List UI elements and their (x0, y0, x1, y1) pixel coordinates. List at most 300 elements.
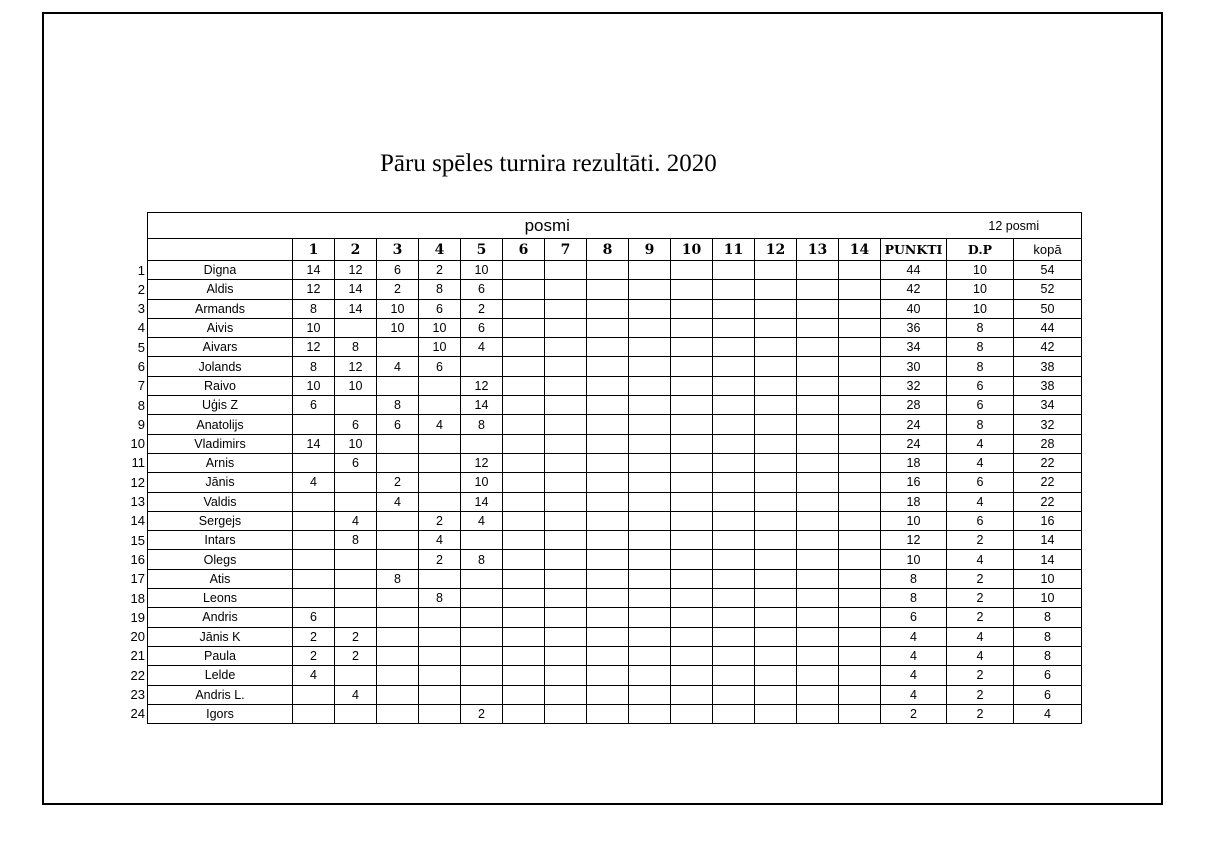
punkti-value: 36 (881, 318, 947, 337)
round-score (419, 453, 461, 472)
row-number: 3 (137, 301, 145, 317)
round-score: 4 (293, 666, 335, 685)
round-score (671, 396, 713, 415)
punkti-value: 32 (881, 376, 947, 395)
round-score: 14 (293, 434, 335, 453)
round-score: 8 (419, 589, 461, 608)
round-score (419, 608, 461, 627)
round-score (629, 646, 671, 665)
round-score (839, 531, 881, 550)
player-name: Armands (148, 299, 293, 318)
round-score (293, 511, 335, 530)
round-score (797, 608, 839, 627)
round-score (293, 453, 335, 472)
kopa-value: 44 (1014, 318, 1082, 337)
punkti-value: 4 (881, 646, 947, 665)
header-round: 5 (461, 239, 503, 261)
round-score: 4 (461, 511, 503, 530)
round-score (839, 338, 881, 357)
round-score (839, 666, 881, 685)
round-score (587, 685, 629, 704)
dp-value: 4 (947, 492, 1014, 511)
round-score: 6 (419, 357, 461, 376)
round-score (377, 550, 419, 569)
round-score (671, 261, 713, 280)
round-score: 8 (335, 338, 377, 357)
table-row (148, 666, 1082, 685)
round-score: 2 (461, 299, 503, 318)
round-score (503, 550, 545, 569)
round-score: 10 (377, 318, 419, 337)
player-name: Anatolijs (148, 415, 293, 434)
round-score (629, 627, 671, 646)
round-score (503, 569, 545, 588)
round-score (755, 511, 797, 530)
round-score (503, 453, 545, 472)
table-row (148, 511, 1082, 530)
player-name: Arnis (148, 453, 293, 472)
band-12-posmi: 12 posmi (947, 213, 1082, 239)
round-score (545, 338, 587, 357)
round-score (797, 338, 839, 357)
round-score (545, 646, 587, 665)
round-score (377, 685, 419, 704)
round-score: 6 (335, 453, 377, 472)
round-score (335, 550, 377, 569)
punkti-value: 30 (881, 357, 947, 376)
round-score (545, 415, 587, 434)
player-name: Aivars (148, 338, 293, 357)
round-score (377, 453, 419, 472)
table-row (148, 357, 1082, 376)
round-score: 6 (293, 608, 335, 627)
round-score (839, 299, 881, 318)
row-number: 20 (130, 629, 145, 645)
dp-value: 4 (947, 627, 1014, 646)
round-score (503, 473, 545, 492)
round-score: 12 (335, 261, 377, 280)
punkti-value: 8 (881, 569, 947, 588)
header-name (148, 239, 293, 261)
round-score (545, 608, 587, 627)
band-posmi: posmi (148, 213, 947, 239)
round-score (713, 589, 755, 608)
round-score (545, 299, 587, 318)
punkti-value: 24 (881, 434, 947, 453)
round-score: 4 (335, 511, 377, 530)
header-round: 10 (671, 239, 713, 261)
round-score: 12 (461, 376, 503, 395)
round-score: 14 (461, 396, 503, 415)
round-score: 4 (377, 492, 419, 511)
round-score (419, 646, 461, 665)
round-score (755, 299, 797, 318)
round-score (377, 646, 419, 665)
round-score (419, 473, 461, 492)
round-score (629, 569, 671, 588)
round-score (503, 338, 545, 357)
punkti-value: 6 (881, 608, 947, 627)
row-number: 14 (130, 513, 145, 529)
round-score (713, 415, 755, 434)
row-number: 6 (137, 358, 145, 374)
round-score (797, 550, 839, 569)
round-score (755, 453, 797, 472)
round-score (587, 666, 629, 685)
header-dp: D.P (947, 239, 1014, 261)
round-score: 2 (377, 473, 419, 492)
round-score: 8 (377, 569, 419, 588)
round-score: 2 (419, 550, 461, 569)
round-score (545, 589, 587, 608)
round-score (545, 318, 587, 337)
round-score (293, 492, 335, 511)
round-score (797, 261, 839, 280)
round-score (293, 589, 335, 608)
round-score (419, 434, 461, 453)
round-score (797, 492, 839, 511)
row-number: 24 (130, 706, 145, 722)
round-score (671, 569, 713, 588)
round-score (377, 666, 419, 685)
round-score (335, 492, 377, 511)
dp-value: 8 (947, 338, 1014, 357)
round-score (713, 492, 755, 511)
header-round: 9 (629, 239, 671, 261)
player-name: Atis (148, 569, 293, 588)
round-score (461, 646, 503, 665)
round-score (335, 318, 377, 337)
round-score (671, 318, 713, 337)
round-score: 2 (335, 646, 377, 665)
kopa-value: 8 (1014, 608, 1082, 627)
round-score (335, 704, 377, 723)
dp-value: 2 (947, 569, 1014, 588)
round-score (419, 666, 461, 685)
round-score: 12 (293, 280, 335, 299)
round-score (797, 473, 839, 492)
round-score (713, 473, 755, 492)
round-score (713, 357, 755, 376)
round-score (503, 415, 545, 434)
round-score (545, 627, 587, 646)
table-row (148, 473, 1082, 492)
round-score (839, 646, 881, 665)
row-number: 21 (130, 648, 145, 664)
row-number: 5 (137, 339, 145, 355)
round-score: 10 (293, 376, 335, 395)
round-score (545, 357, 587, 376)
round-score (587, 280, 629, 299)
round-score: 8 (335, 531, 377, 550)
header-row (148, 239, 1082, 261)
row-number: 13 (130, 494, 145, 510)
round-score (293, 531, 335, 550)
round-score (713, 608, 755, 627)
round-score (713, 261, 755, 280)
kopa-value: 8 (1014, 646, 1082, 665)
header-round: 1 (293, 239, 335, 261)
round-score: 8 (461, 550, 503, 569)
round-score (461, 569, 503, 588)
round-score (545, 473, 587, 492)
round-score (671, 357, 713, 376)
round-score: 8 (419, 280, 461, 299)
punkti-value: 8 (881, 589, 947, 608)
round-score (503, 357, 545, 376)
player-name: Uģis Z (148, 396, 293, 415)
round-score (503, 434, 545, 453)
round-score (587, 376, 629, 395)
round-score (797, 396, 839, 415)
punkti-value: 4 (881, 666, 947, 685)
round-score: 6 (293, 396, 335, 415)
round-score: 6 (377, 415, 419, 434)
round-score (461, 685, 503, 704)
round-score (713, 396, 755, 415)
round-score: 2 (293, 627, 335, 646)
round-score (755, 569, 797, 588)
kopa-value: 38 (1014, 357, 1082, 376)
round-score (545, 704, 587, 723)
kopa-value: 32 (1014, 415, 1082, 434)
table-row (148, 376, 1082, 395)
player-name: Igors (148, 704, 293, 723)
round-score (419, 492, 461, 511)
player-name: Vladimirs (148, 434, 293, 453)
player-name: Jānis K (148, 627, 293, 646)
player-name: Leons (148, 589, 293, 608)
round-score (419, 685, 461, 704)
table-row (148, 550, 1082, 569)
round-score (713, 666, 755, 685)
table-row (148, 608, 1082, 627)
punkti-value: 42 (881, 280, 947, 299)
round-score (755, 280, 797, 299)
round-score (545, 376, 587, 395)
round-score (671, 280, 713, 299)
table-row (148, 415, 1082, 434)
round-score (629, 666, 671, 685)
dp-value: 8 (947, 415, 1014, 434)
row-number: 12 (130, 474, 145, 490)
round-score (545, 492, 587, 511)
table-row (148, 338, 1082, 357)
round-score (587, 453, 629, 472)
round-score: 2 (377, 280, 419, 299)
round-score (839, 608, 881, 627)
row-number: 22 (130, 667, 145, 683)
round-score (419, 627, 461, 646)
table-row (148, 453, 1082, 472)
dp-value: 6 (947, 511, 1014, 530)
punkti-value: 24 (881, 415, 947, 434)
row-number: 15 (130, 532, 145, 548)
kopa-value: 8 (1014, 627, 1082, 646)
player-name: Sergejs (148, 511, 293, 530)
round-score: 6 (335, 415, 377, 434)
round-score (713, 550, 755, 569)
punkti-value: 2 (881, 704, 947, 723)
round-score (461, 589, 503, 608)
round-score (545, 531, 587, 550)
punkti-value: 44 (881, 261, 947, 280)
player-name: Olegs (148, 550, 293, 569)
round-score (629, 704, 671, 723)
round-score (335, 569, 377, 588)
punkti-value: 12 (881, 531, 947, 550)
round-score: 2 (419, 261, 461, 280)
band-row (148, 213, 1082, 239)
round-score (629, 511, 671, 530)
round-score (419, 569, 461, 588)
round-score (797, 589, 839, 608)
punkti-value: 18 (881, 453, 947, 472)
dp-value: 2 (947, 666, 1014, 685)
punkti-value: 40 (881, 299, 947, 318)
round-score (839, 453, 881, 472)
round-score (629, 299, 671, 318)
round-score (503, 396, 545, 415)
round-score (503, 511, 545, 530)
round-score: 10 (461, 473, 503, 492)
header-round: 14 (839, 239, 881, 261)
round-score (755, 473, 797, 492)
table-row (148, 396, 1082, 415)
round-score (797, 415, 839, 434)
round-score (839, 434, 881, 453)
round-score (503, 704, 545, 723)
round-score (797, 666, 839, 685)
round-score (839, 473, 881, 492)
round-score (713, 704, 755, 723)
round-score: 14 (293, 261, 335, 280)
round-score (377, 376, 419, 395)
round-score (671, 627, 713, 646)
round-score (629, 434, 671, 453)
round-score (293, 704, 335, 723)
round-score: 10 (335, 434, 377, 453)
round-score (587, 473, 629, 492)
row-number: 9 (137, 416, 145, 432)
round-score (587, 589, 629, 608)
round-score (797, 376, 839, 395)
round-score (629, 338, 671, 357)
round-score (671, 550, 713, 569)
round-score (797, 704, 839, 723)
round-score (755, 376, 797, 395)
round-score (629, 531, 671, 550)
round-score (797, 318, 839, 337)
round-score (755, 338, 797, 357)
round-score (503, 608, 545, 627)
player-name: Lelde (148, 666, 293, 685)
round-score: 6 (419, 299, 461, 318)
round-score (629, 261, 671, 280)
punkti-value: 10 (881, 511, 947, 530)
round-score: 8 (293, 357, 335, 376)
round-score (545, 453, 587, 472)
round-score (755, 492, 797, 511)
dp-value: 4 (947, 434, 1014, 453)
round-score (377, 434, 419, 453)
punkti-value: 4 (881, 685, 947, 704)
round-score (713, 627, 755, 646)
dp-value: 2 (947, 589, 1014, 608)
round-score (839, 627, 881, 646)
punkti-value: 34 (881, 338, 947, 357)
round-score (671, 646, 713, 665)
header-round: 12 (755, 239, 797, 261)
round-score (755, 550, 797, 569)
round-score (839, 376, 881, 395)
kopa-value: 50 (1014, 299, 1082, 318)
round-score (587, 531, 629, 550)
table-row (148, 318, 1082, 337)
round-score: 2 (419, 511, 461, 530)
kopa-value: 14 (1014, 531, 1082, 550)
round-score (671, 473, 713, 492)
round-score (755, 531, 797, 550)
round-score (461, 627, 503, 646)
round-score (797, 434, 839, 453)
round-score (377, 511, 419, 530)
kopa-value: 42 (1014, 338, 1082, 357)
round-score (713, 646, 755, 665)
round-score (545, 666, 587, 685)
round-score: 10 (419, 318, 461, 337)
results-table (147, 212, 1082, 724)
round-score (755, 261, 797, 280)
round-score: 8 (377, 396, 419, 415)
player-name: Andris L. (148, 685, 293, 704)
dp-value: 6 (947, 376, 1014, 395)
table-row (148, 646, 1082, 665)
round-score (587, 550, 629, 569)
round-score (293, 550, 335, 569)
round-score (755, 415, 797, 434)
header-round: 4 (419, 239, 461, 261)
header-round: 6 (503, 239, 545, 261)
round-score (671, 434, 713, 453)
round-score (503, 376, 545, 395)
round-score (671, 492, 713, 511)
round-score (377, 338, 419, 357)
kopa-value: 34 (1014, 396, 1082, 415)
round-score (629, 280, 671, 299)
round-score (755, 396, 797, 415)
round-score (713, 569, 755, 588)
row-number: 23 (130, 687, 145, 703)
round-score: 12 (461, 453, 503, 472)
player-name: Aldis (148, 280, 293, 299)
round-score (755, 666, 797, 685)
round-score: 4 (461, 338, 503, 357)
round-score: 4 (335, 685, 377, 704)
round-score (629, 685, 671, 704)
round-score: 14 (461, 492, 503, 511)
header-round: 13 (797, 239, 839, 261)
table-row (148, 299, 1082, 318)
round-score (671, 511, 713, 530)
round-score (629, 473, 671, 492)
round-score (671, 376, 713, 395)
round-score (419, 376, 461, 395)
round-score (839, 318, 881, 337)
dp-value: 10 (947, 299, 1014, 318)
table-row (148, 280, 1082, 299)
round-score (545, 511, 587, 530)
